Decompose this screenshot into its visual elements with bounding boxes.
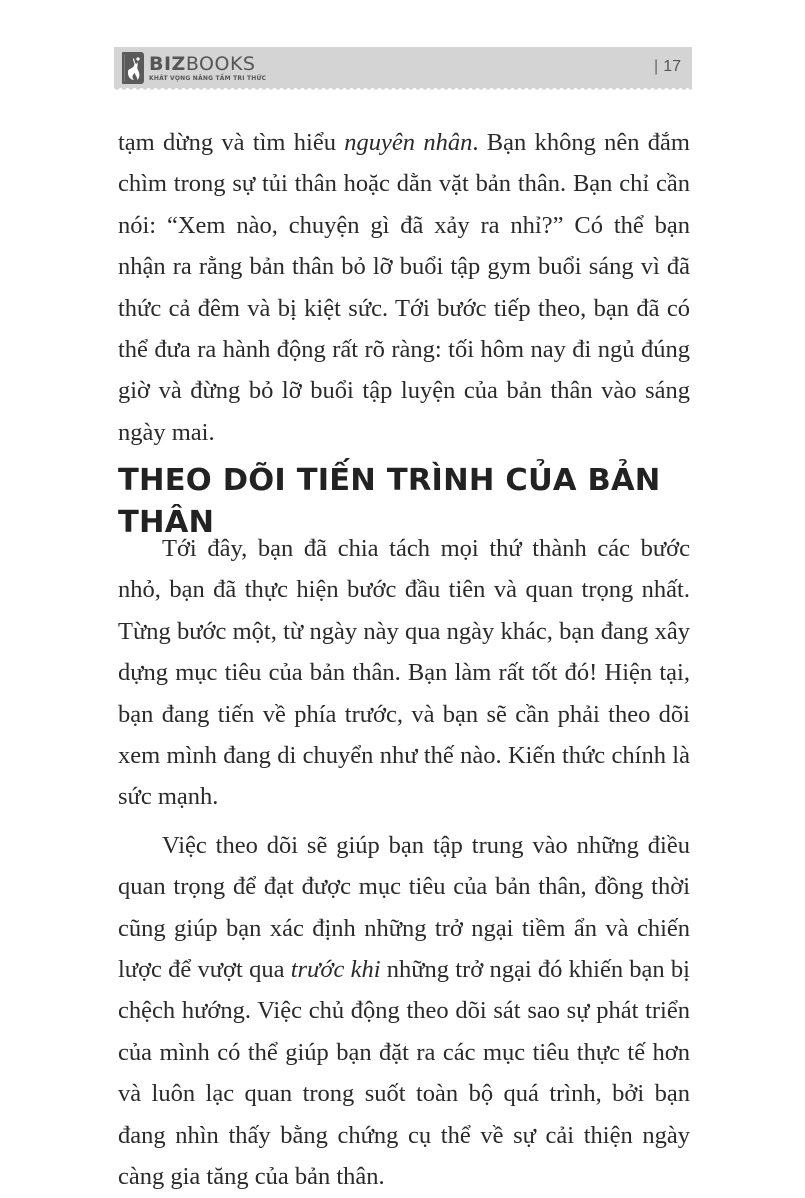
page-number <box>654 58 681 76</box>
page-number-value: 17 <box>663 58 681 75</box>
page-separator: | <box>654 58 659 75</box>
section-body <box>118 528 690 1198</box>
brand-name: BIZBOOKS <box>149 52 256 75</box>
brand-tagline: KHÁT VỌNG NÂNG TẦM TRI THỨC <box>149 74 267 82</box>
section-paragraph-2: Việc theo dõi sẽ giúp bạn tập trung vào những điều quan trọng để đạt được mục tiêu của bản thân, đồng thời cũng giúp bạn xác định những trở ngại tiềm ẩn và chiến lược để vượt qua trước khi những trở ngại đó khiến bạn bị chệch hướng. Việc chủ động theo dõi sát sao sự phát triển của mình có thể giúp bạn đặt ra các mục tiêu thực tế hơn và luôn lạc quan trong suốt toàn bộ quá trình, bởi bạn đang nhìn thấy bằng chứng cụ thể về sự cải thiện ngày càng gia tăng của bản thân. <box>118 831 690 1191</box>
section-heading: THEO DÕI TIẾN TRÌNH CỦA BẢN THÂN <box>118 463 661 540</box>
book-flame-icon <box>122 52 144 84</box>
section-paragraph-1: Tới đây, bạn đã chia tách mọi thứ thành các bước nhỏ, bạn đã thực hiện bước đầu tiên và quan trọng nhất. Từng bước một, từ ngày này qua ngày khác, bạn đang xây dựng mục tiêu của bản thân. Bạn làm rất tốt đó! Hiện tại, bạn đang tiến về phía trước, và bạn sẽ cần phải theo dõi xem mình đang di chuyển như thế nào. Kiến thức chính là sức mạnh. <box>118 535 690 811</box>
emphasis-text: trước khi <box>290 956 381 984</box>
running-header <box>114 47 692 88</box>
bizbooks-logo <box>122 51 266 85</box>
emphasis-text: nguyên nhân <box>344 129 473 156</box>
intro-paragraph: tạm dừng và tìm hiểu nguyên nhân. Bạn không nên đắm chìm trong sự tủi thân hoặc dằn vặt bản thân. Bạn chỉ cần nói: “Xem nào, chuyện gì đã xảy ra nhỉ?” Có thể bạn nhận ra rằng bản thân bỏ lỡ buổi tập gym buổi sáng vì đã thức cả đêm và bị kiệt sức. Tới bước tiếp theo, bạn đã có thể đưa ra hành động rất rõ ràng: tối hôm nay đi ngủ đúng giờ và đừng bỏ lỡ buổi tập luyện của bản thân vào sáng ngày mai. <box>118 129 690 446</box>
intro-text-block <box>118 122 690 453</box>
